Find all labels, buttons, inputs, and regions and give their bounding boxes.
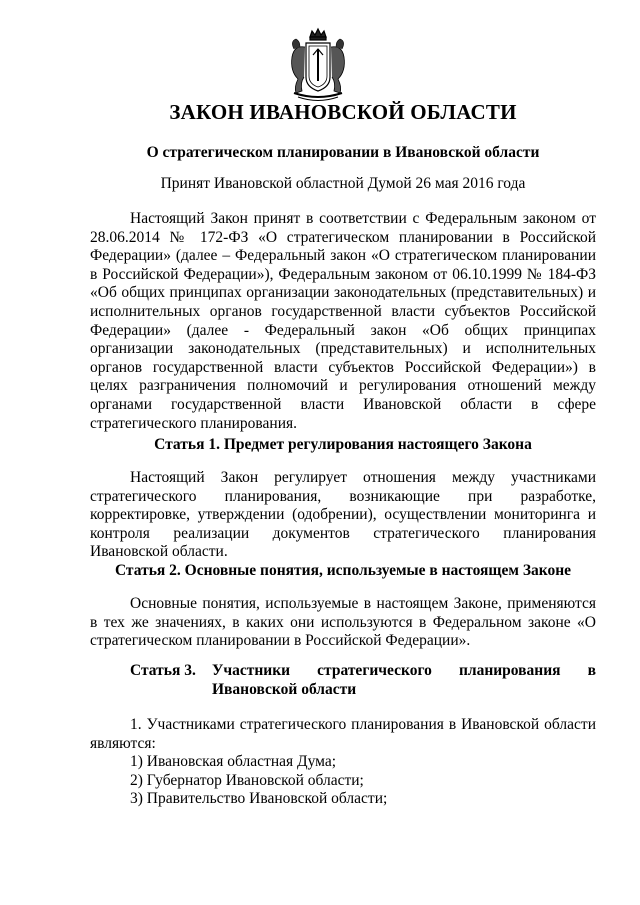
article-3-title-line2: Ивановской области xyxy=(212,680,357,698)
list-item: 2) Губернатор Ивановской области; xyxy=(130,771,364,789)
coat-of-arms-icon xyxy=(284,27,352,103)
intro-paragraph: Настоящий Закон принят в соответствии с Федеральным законом от 28.06.2014 № 172-ФЗ «О стратегическом планировании в Российской Федерации» (далее – Федеральный закон «О стратегическом планировании в Российской Федерации»), Федеральным законом от 06.10.1999 № 184-ФЗ «Об общих принципах организации законодательных (представительных) и исполнительных органов государственной власти субъектов Российской Федерации» (далее - Федеральный закон «Об общих принципах организации законодательных (представительных) и исполнительных органов государственной власти субъектов Российской Федерации») в целях разграничения полномочий и регулирования отношений между органами государственной власти Ивановской области в сфере стратегического планирования. xyxy=(90,210,596,432)
article-2-heading: Статья 2. Основные понятия, используемые в настоящем Законе xyxy=(114,562,572,579)
article-2-text: Основные понятия, используемые в настоящем Законе, применяются в тех же значениях, в каких они используются в Федеральном законе «О стратегическом планировании в Российской Федерации». xyxy=(90,595,596,650)
list-item: 3) Правительство Ивановской области; xyxy=(130,790,388,808)
article-3-title-line1: Участники стратегического планирования в xyxy=(212,662,596,679)
adoption-line: Принят Ивановской областной Думой 26 мая 2016 года xyxy=(160,175,526,192)
article-1-text: Настоящий Закон регулирует отношения между участниками стратегического планирования, возникающие при разработке, корректировке, утверждении (одобрении), осуществлении мониторинга и контроля реализации документов стратегического планирования Ивановской области. xyxy=(90,469,596,561)
document-subtitle: О стратегическом планировании в Ивановской области xyxy=(146,144,540,161)
list-item: 1) Ивановская областная Дума; xyxy=(130,753,337,770)
article-3-text: 1. Участниками стратегического планирования в Ивановской области являются: xyxy=(90,716,596,752)
article-3-number: Статья 3. xyxy=(130,662,196,679)
document-title: ЗАКОН ИВАНОВСКОЙ ОБЛАСТИ xyxy=(169,100,517,124)
article-1-heading: Статья 1. Предмет регулирования настоящего Закона xyxy=(154,436,532,453)
